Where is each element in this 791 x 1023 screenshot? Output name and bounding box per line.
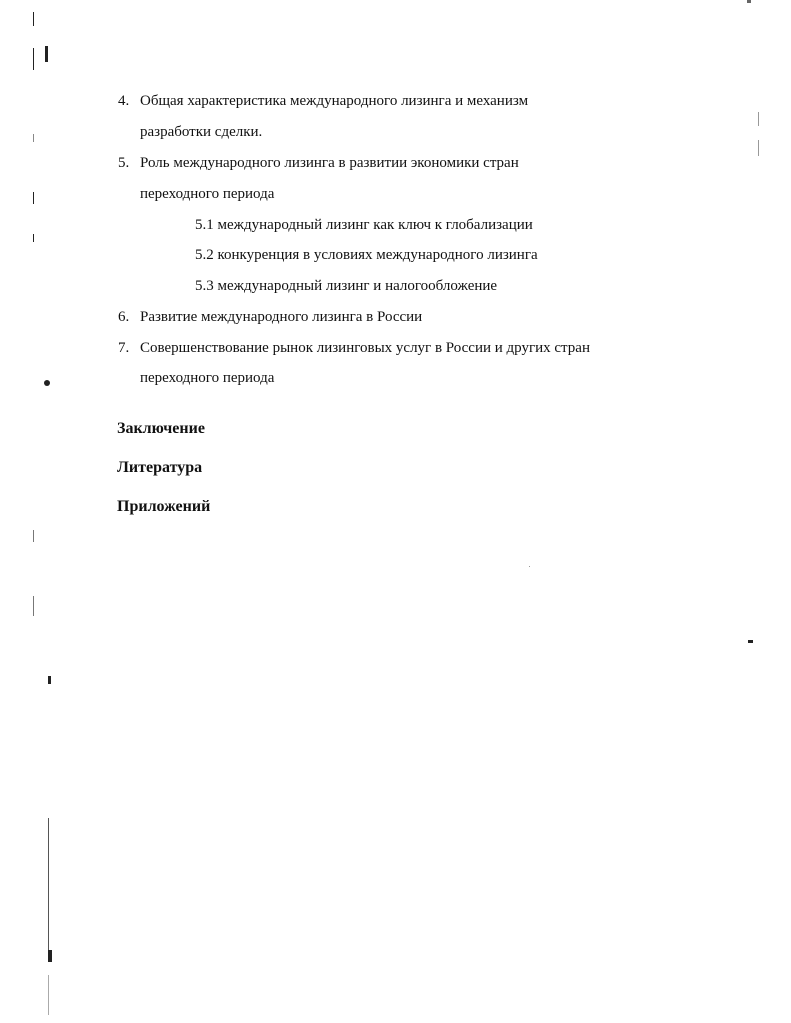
scan-mark [45,46,48,62]
toc-appendices: Приложений [117,498,211,515]
toc-item-6-text: Развитие международного лизинга в России [140,309,423,325]
toc-item-4-text: Общая характеристика международного лизинга и механизм [140,93,529,109]
scan-mark [33,192,34,204]
scan-mark [748,640,753,643]
toc-item-4 [118,92,528,110]
scan-mark [33,12,34,26]
scan-mark [48,950,52,962]
scan-mark [33,48,34,70]
toc-item-7 [118,339,590,357]
scan-dot [44,380,50,386]
toc-item-5-number: 5. [118,155,130,171]
toc-item-7-text: Совершенствование рынок лизинговых услуг в России и других стран [140,340,590,356]
toc-item-5 [118,154,519,172]
toc-item-5-continuation: переходного периода [140,186,275,202]
toc-item-5-text: Роль международного лизинга в развитии экономики стран [140,155,519,171]
scan-mark [33,134,34,142]
toc-conclusion: Заключение [117,420,205,437]
scan-mark [48,676,51,684]
scan-edge-line [48,975,49,1015]
toc-item-6-number: 6. [118,309,130,325]
scan-edge-line [48,818,49,958]
scan-speck [529,566,530,567]
scan-mark [758,140,759,156]
toc-literature: Литература [117,459,203,476]
toc-item-6 [118,308,422,326]
toc-item-7-continuation: переходного периода [140,370,275,386]
toc-item-7-number: 7. [118,340,130,356]
toc-item-4-number: 4. [118,93,130,109]
toc-subitem-5-3: 5.3 международный лизинг и налогообложение [195,278,498,294]
scan-mark [33,530,34,542]
scan-mark [33,234,34,242]
toc-subitem-5-1: 5.1 международный лизинг как ключ к глобализации [195,217,533,233]
scan-mark [758,112,759,126]
scan-mark [747,0,751,3]
toc-item-4-continuation: разработки сделки. [140,124,263,140]
scan-mark [33,596,34,616]
toc-subitem-5-2: 5.2 конкуренция в условиях международного лизинга [195,247,538,263]
